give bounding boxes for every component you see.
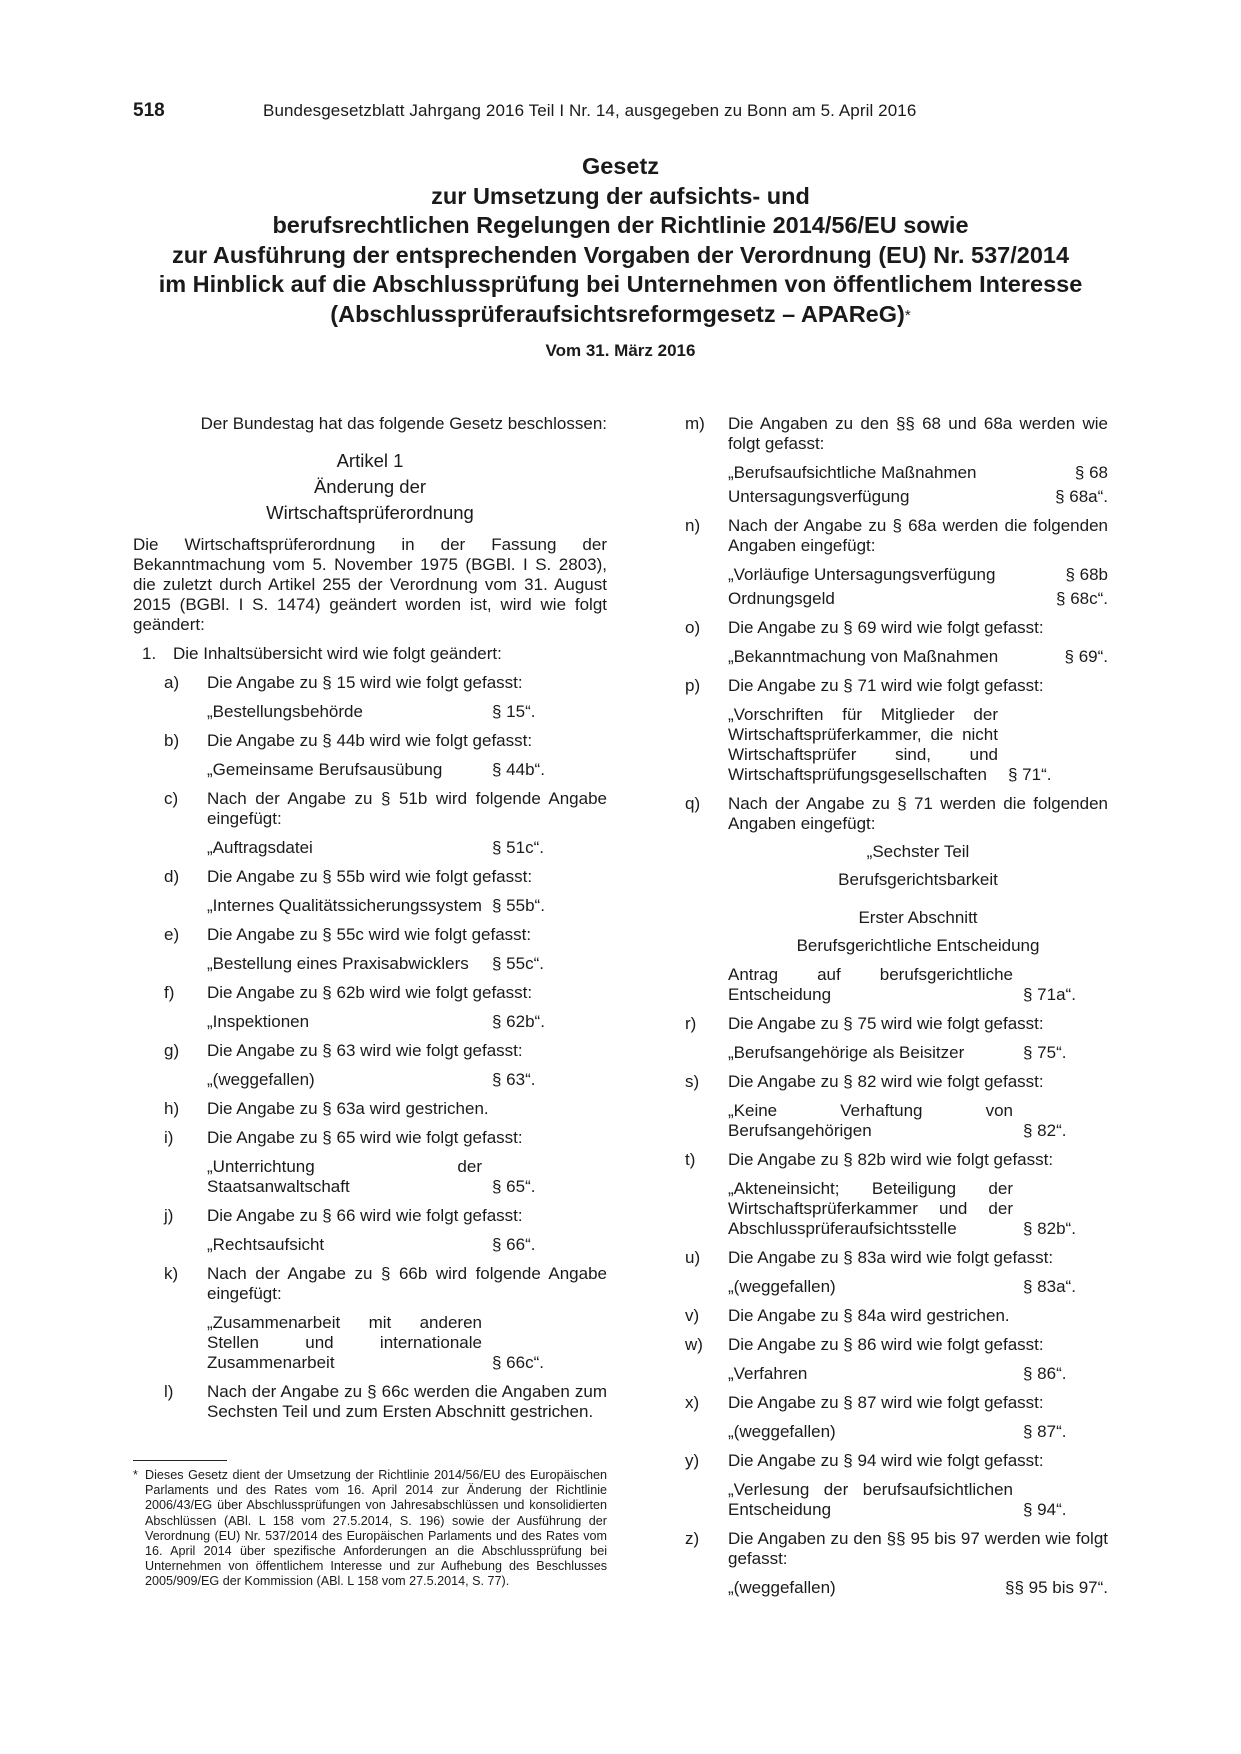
title-line: zur Umsetzung der aufsichts- und [431, 182, 810, 209]
item-label: 1. [142, 644, 157, 663]
entry-ref: § 69“. [1064, 647, 1108, 666]
entry-text: „(weggefallen) [728, 1277, 836, 1296]
enactment-clause: Der Bundestag hat das folgende Gesetz beschlossen: [200, 414, 607, 433]
entry-row [207, 838, 607, 858]
list-item [685, 794, 1108, 1005]
entry-row [207, 1070, 607, 1090]
entry-text: „Bekanntmachung von Maßnahmen [728, 647, 999, 666]
entry-text: „Verlesung der berufsaufsichtlichen Entscheidung [728, 1480, 1013, 1519]
entry-ref: § 71a“. [1023, 985, 1076, 1004]
item-text: Die Angabe zu § 55c wird wie folgt gefasst: [207, 925, 532, 944]
entry-text: Antrag auf berufsgerichtliche Entscheidung [728, 965, 1013, 1004]
entry-text: Ordnungsgeld [728, 589, 835, 608]
item-label: l) [164, 1382, 174, 1401]
entry-text: Untersagungsverfügung [728, 487, 910, 506]
item-label: g) [164, 1041, 180, 1060]
entry-ref: § 55b“. [492, 896, 545, 915]
list-item [685, 1072, 1108, 1141]
item-label: o) [685, 618, 701, 637]
entry-ref: § 51c“. [492, 838, 544, 857]
item-label: r) [685, 1014, 697, 1033]
entry-text: „Vorschriften für Mitglieder der Wirtschaftsprüferkammer, die nicht Wirtschaftsprüfer sind, und Wirtschaftsprüfungsgesellschaften [728, 705, 998, 784]
entry-text: „Unterrichtung der Staatsanwaltschaft [207, 1157, 482, 1196]
title-line-short-name [80, 300, 1161, 333]
title-line: Gesetz [581, 153, 660, 179]
section-title: Berufsgerichtliche Entscheidung [796, 936, 1040, 955]
list-item [164, 867, 607, 916]
entry-ref: § 55c“. [492, 954, 544, 973]
item-label: p) [685, 676, 701, 695]
list-item [142, 644, 607, 664]
entry-row [207, 1157, 607, 1197]
entry-row [728, 1043, 1108, 1063]
item-text: Die Angabe zu § 44b wird wie folgt gefasst: [207, 731, 533, 750]
entry-row [207, 1012, 607, 1032]
entry-text: „Berufsangehörige als Beisitzer [728, 1043, 965, 1062]
item-label: a) [164, 673, 180, 692]
list-item [164, 1099, 607, 1119]
article-title-line: Wirtschaftsprüferordnung [266, 502, 474, 523]
entry-ref: § 66c“. [492, 1353, 544, 1372]
list-item [164, 983, 607, 1032]
intro-paragraph: Die Wirtschaftsprüferordnung in der Fassung der Bekanntmachung vom 5. November 1975 (BGBl. I S. 2803), die zuletzt durch Artikel 255 der Verordnung vom 31. August 2015 (BGBl. I S. 1474) geändert worden ist, wird wie folgt geändert: [133, 535, 607, 634]
entry-text: „Vorläufige Untersagungsverfügung [728, 565, 996, 584]
entry-ref: § 75“. [1023, 1043, 1067, 1062]
item-text: Die Angabe zu § 94 wird wie folgt gefasst: [728, 1451, 1044, 1470]
list-item [164, 731, 607, 780]
entry-row [207, 702, 607, 722]
entry-text: „(weggefallen) [207, 1070, 315, 1089]
item-text: Die Angabe zu § 69 wird wie folgt gefasst: [728, 618, 1044, 637]
list-item [164, 1206, 607, 1255]
item-label: z) [685, 1529, 700, 1548]
item-text: Die Angaben zu den §§ 68 und 68a werden wie folgt gefasst: [728, 414, 1108, 453]
entry-ref: § 86“. [1023, 1364, 1067, 1383]
entry-ref: § 68c“. [1056, 589, 1108, 608]
item-text: Die Angabe zu § 82 wird wie folgt gefasst: [728, 1072, 1044, 1091]
item-label: v) [685, 1306, 700, 1325]
entry-ref: § 15“. [492, 702, 536, 721]
item-label: i) [164, 1128, 174, 1147]
short-name: (Abschlussprüferaufsichtsreformgesetz – APAReG) [330, 300, 905, 327]
entry-ref: § 82“. [1023, 1121, 1067, 1140]
item-text: Nach der Angabe zu § 66c werden die Angaben zum Sechsten Teil und zum Ersten Abschnitt gestrichen. [207, 1382, 607, 1421]
title-line: zur Ausführung der entsprechenden Vorgaben der Verordnung (EU) Nr. 537/2014 [171, 241, 1070, 268]
list-item [685, 676, 1108, 785]
item-label: h) [164, 1099, 180, 1118]
item-text: Die Angabe zu § 65 wird wie folgt gefasst: [207, 1128, 523, 1147]
item-text: Nach der Angabe zu § 66b wird folgende Angabe eingefügt: [207, 1264, 607, 1303]
law-title [80, 152, 1161, 332]
page-number: 518 [133, 100, 165, 121]
entry-text: „Bestellungsbehörde [207, 702, 363, 721]
entry-row [728, 487, 1108, 507]
entry-ref: § 68 [1074, 463, 1108, 482]
entry-text: „Internes Qualitätssicherungssystem [207, 896, 482, 915]
entry-ref: § 63“. [492, 1070, 536, 1089]
entry-ref: § 83a“. [1023, 1277, 1076, 1296]
part-title: Berufsgerichtsbarkeit [838, 870, 998, 889]
title-line: berufsrechtlichen Regelungen der Richtlinie 2014/56/EU sowie [272, 212, 969, 238]
entry-row [207, 1313, 607, 1373]
list-item [685, 1529, 1108, 1598]
list-item [685, 1393, 1108, 1442]
item-label: x) [685, 1393, 700, 1412]
item-text: Die Angabe zu § 63a wird gestrichen. [207, 1099, 489, 1118]
entry-row [728, 1179, 1108, 1239]
list-item [164, 1128, 607, 1197]
item-text: Die Angaben zu den §§ 95 bis 97 werden wie folgt gefasst: [728, 1529, 1108, 1568]
entry-ref: § 62b“. [492, 1012, 545, 1031]
entry-row [728, 589, 1108, 609]
article-title-line: Änderung der [313, 476, 427, 497]
list-item [685, 618, 1108, 667]
item-label: k) [164, 1264, 179, 1283]
list-item [685, 1248, 1108, 1297]
item-label: m) [685, 414, 705, 433]
list-item [685, 1150, 1108, 1239]
item-label: b) [164, 731, 180, 750]
list-item [685, 516, 1108, 609]
entry-row [728, 1277, 1108, 1297]
footnote [133, 1468, 607, 1590]
page-header [133, 100, 993, 124]
entry-row [207, 954, 607, 974]
list-item [685, 1451, 1108, 1520]
item-text: Die Angabe zu § 66 wird wie folgt gefasst: [207, 1206, 523, 1225]
footnote-text: Dieses Gesetz dient der Umsetzung der Richtlinie 2014/56/EU des Europäischen Parlaments und des Rates vom 16. April 2014 zur Änderung der Richtlinie 2006/43/EG über Abschlussprüfungen von Jahresabschlüssen und konsolidierten Abschlüssen (ABl. L 158 vom 27.5.2014, S. 196) sowie der Ausführung der Verordnung (EU) Nr. 537/2014 des Europäischen Parlaments und des Rates vom 16. April 2014 über spezifische Anforderungen an die Abschlussprüfung bei Unternehmen von öffentlichem Interesse und zur Aufhebung des Beschlusses 2005/909/EG der Kommission (ABl. L 158 vom 27.5.2014, S. 77). [145, 1468, 607, 1589]
entry-row [207, 760, 607, 780]
footnote-divider [133, 1460, 227, 1461]
entry-text: „Verfahren [728, 1364, 808, 1383]
entry-row [207, 896, 607, 916]
item-label: c) [164, 789, 179, 808]
item-text: Die Angabe zu § 87 wird wie folgt gefasst: [728, 1393, 1044, 1412]
list-item [685, 1335, 1108, 1384]
item-text: Die Angabe zu § 55b wird wie folgt gefasst: [207, 867, 533, 886]
entry-row [728, 705, 1108, 785]
item-text: Die Inhaltsübersicht wird wie folgt geändert: [173, 644, 502, 663]
entry-text: „(weggefallen) [728, 1578, 836, 1597]
entry-row [728, 463, 1108, 483]
item-text: Nach der Angabe zu § 71 werden die folgenden Angaben eingefügt: [728, 794, 1108, 833]
entry-text: „Keine Verhaftung von Berufsangehörigen [728, 1101, 1013, 1140]
entry-ref: § 44b“. [492, 760, 545, 779]
item-text: Nach der Angabe zu § 68a werden die folgenden Angaben eingefügt: [728, 516, 1108, 555]
entry-text: „Zusammenarbeit mit anderen Stellen und internationale Zusammenarbeit [207, 1313, 482, 1372]
item-label: e) [164, 925, 180, 944]
item-text: Nach der Angabe zu § 51b wird folgende Angabe eingefügt: [207, 789, 607, 828]
entry-row [728, 1364, 1108, 1384]
article-number: Artikel 1 [336, 450, 404, 471]
entry-text: „Gemeinsame Berufsausübung [207, 760, 443, 779]
entry-ref: § 87“. [1023, 1422, 1067, 1441]
entry-row [728, 1480, 1108, 1520]
item-label: n) [685, 516, 701, 535]
section-heading: Erster Abschnitt [858, 908, 978, 927]
item-text: Die Angabe zu § 71 wird wie folgt gefasst: [728, 676, 1044, 695]
running-title: Bundesgesetzblatt Jahrgang 2016 Teil I Nr. 14, ausgegeben zu Bonn am 5. April 2016 [263, 101, 917, 120]
entry-ref: § 65“. [492, 1177, 536, 1196]
item-text: Die Angabe zu § 84a wird gestrichen. [728, 1306, 1010, 1325]
item-text: Die Angabe zu § 83a wird wie folgt gefasst: [728, 1248, 1054, 1267]
title-line: im Hinblick auf die Abschlussprüfung bei Unternehmen von öffentlichem Interesse [158, 271, 1083, 297]
item-label: t) [685, 1150, 696, 1169]
entry-text: „Bestellung eines Praxisabwicklers [207, 954, 469, 973]
entry-row [728, 647, 1108, 667]
entry-text: „(weggefallen) [728, 1422, 836, 1441]
item-text: Die Angabe zu § 62b wird wie folgt gefasst: [207, 983, 533, 1002]
list-item [164, 1382, 607, 1422]
item-text: Die Angabe zu § 82b wird wie folgt gefasst: [728, 1150, 1054, 1169]
entry-row [207, 1235, 607, 1255]
entry-text: „Inspektionen [207, 1012, 310, 1031]
footnote-star: * [133, 1468, 138, 1482]
law-date: Vom 31. März 2016 [545, 341, 696, 360]
entry-ref: §§ 95 bis 97“. [1004, 1578, 1108, 1597]
item-label: q) [685, 794, 701, 813]
item-label: f) [164, 983, 175, 1002]
right-column [685, 414, 1108, 1598]
item-label: y) [685, 1451, 700, 1470]
list-item [685, 1306, 1108, 1326]
item-text: Die Angabe zu § 15 wird wie folgt gefasst: [207, 673, 523, 692]
item-label: u) [685, 1248, 701, 1267]
entry-row [728, 965, 1108, 1005]
item-label: s) [685, 1072, 700, 1091]
entry-ref: § 66“. [492, 1235, 536, 1254]
list-item [685, 1014, 1108, 1063]
entry-ref: § 94“. [1023, 1500, 1067, 1519]
entry-text: „Akteneinsicht; Beteiligung der Wirtschaftsprüferkammer und der Abschlussprüferaufsichtsstelle [728, 1179, 1013, 1238]
list-item [164, 925, 607, 974]
right-items [685, 1014, 1108, 1598]
list-item [164, 1264, 607, 1373]
entry-row [728, 1578, 1108, 1598]
part-heading: „Sechster Teil [866, 842, 970, 861]
list-item [685, 414, 1108, 507]
entry-row [728, 1101, 1108, 1141]
entry-row [728, 565, 1108, 585]
entry-ref: § 68a“. [1055, 487, 1108, 506]
entry-text: „Berufsaufsichtliche Maßnahmen [728, 463, 977, 482]
entry-ref: § 82b“. [1023, 1219, 1076, 1238]
entry-row [728, 1422, 1108, 1442]
footnote-mark: * [904, 306, 911, 324]
sub-items [164, 673, 607, 1422]
item-label: w) [685, 1335, 703, 1354]
item-label: d) [164, 867, 180, 886]
item-text: Die Angabe zu § 63 wird wie folgt gefasst: [207, 1041, 523, 1060]
entry-ref: § 71“. [1008, 765, 1052, 784]
item-text: Die Angabe zu § 75 wird wie folgt gefasst: [728, 1014, 1044, 1033]
list-item [164, 673, 607, 722]
item-label: j) [164, 1206, 174, 1225]
entry-text: „Rechtsaufsicht [207, 1235, 325, 1254]
list-item [164, 1041, 607, 1090]
entry-ref: § 68b [1065, 565, 1108, 584]
item-text: Die Angabe zu § 86 wird wie folgt gefasst: [728, 1335, 1044, 1354]
entry-text: „Auftragsdatei [207, 838, 313, 857]
left-column [133, 414, 607, 1422]
list-item [164, 789, 607, 858]
